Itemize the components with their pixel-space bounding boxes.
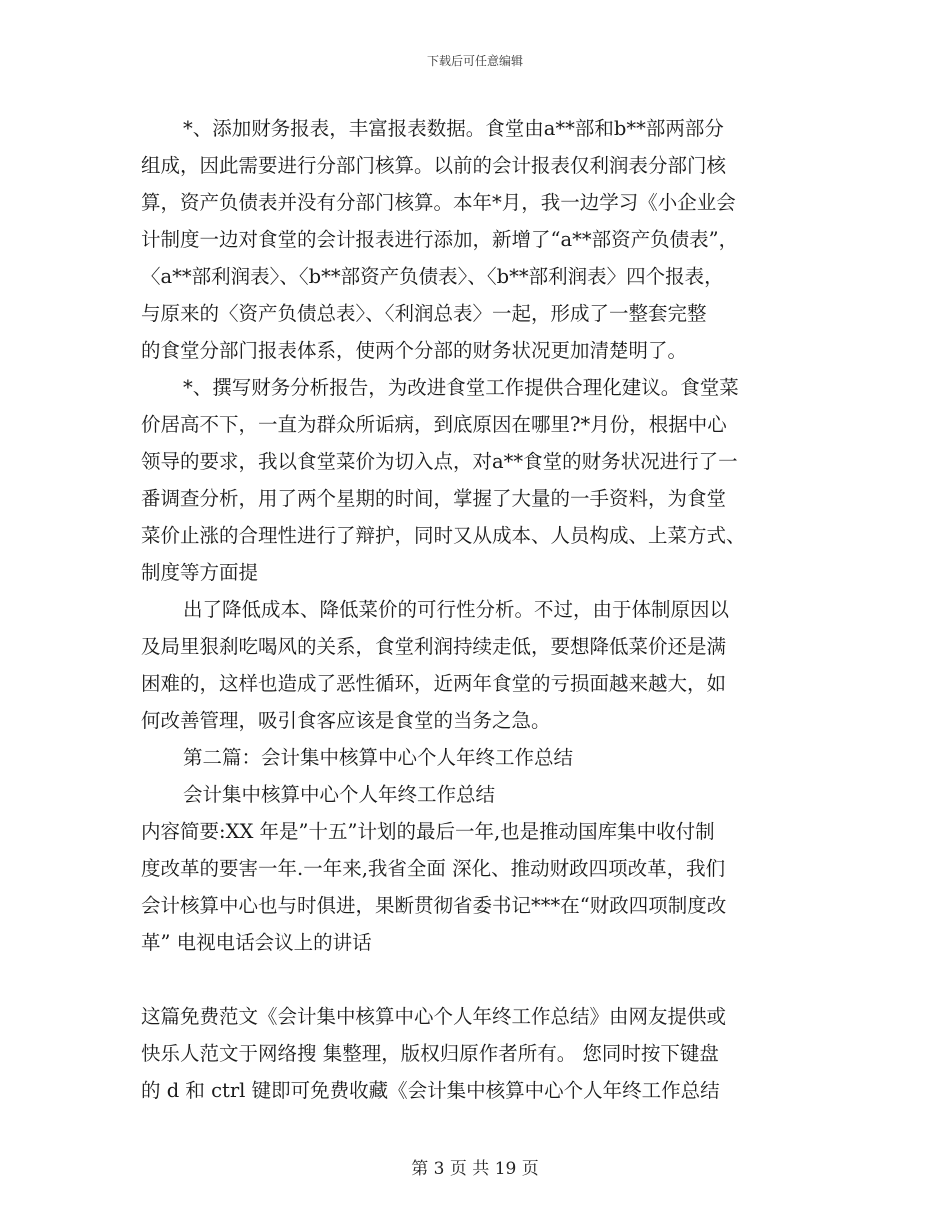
- text-line: 〈a**部利润表〉、〈b**部资产负债表〉、〈b**部利润表〉四个报表，: [141, 265, 724, 288]
- summary-line: 革” 电视电话会议上的讲话: [141, 931, 372, 954]
- text-line: 价居高不下，一直为群众所诟病，到底原因在哪里?*月份，根据中心: [141, 413, 727, 436]
- document-body: [141, 110, 813, 1109]
- text-line: 与原来的〈资产负债总表〉、〈利润总表〉一起，形成了一整套完整: [141, 302, 707, 325]
- text-line: *、添加财务报表，丰富报表数据。食堂由a**部和b**部两部分: [183, 117, 724, 140]
- summary-line: 会计核算中心也与时俱进，果断贯彻省委书记***在“财政四项制度改: [141, 894, 727, 917]
- notice-line: 这篇免费范文《会计集中核算中心个人年终工作总结》由网友提供或: [141, 1005, 727, 1028]
- text-line: 菜价止涨的合理性进行了辩护，同时又从成本、人员构成、上菜方式、: [141, 524, 746, 547]
- page-header: 下载后可任意编辑: [426, 54, 523, 68]
- text-line: 困难的，这样也造成了恶性循环，近两年食堂的亏损面越来越大，如: [141, 672, 727, 695]
- text-line: *、撰写财务分析报告，为改进食堂工作提供合理化建议。食堂菜: [183, 376, 739, 399]
- text-line: 番调查分析，用了两个星期的时间，掌握了大量的一手资料，为食堂: [141, 487, 727, 510]
- text-line: 组成，因此需要进行分部门核算。以前的会计报表仅利润表分部门核: [141, 154, 727, 177]
- page-number: 第 3 页 共 19 页: [411, 1159, 539, 1179]
- blank-spacer: [141, 961, 813, 998]
- section-heading: 第二篇：会计集中核算中心个人年终工作总结: [183, 746, 574, 769]
- text-line: 计制度一边对食堂的会计报表进行添加，新增了“a**部资产负债表”，: [141, 228, 739, 251]
- text-line: 何改善管理，吸引食客应该是食堂的当务之急。: [141, 709, 551, 732]
- text-line: 算，资产负债表并没有分部门核算。本年*月，我一边学习《小企业会: [141, 191, 736, 214]
- summary-line: 度改革的要害一年.一年来,我省全面 深化、推动财政四项改革，我们: [141, 857, 726, 880]
- text-line: 制度等方面提: [141, 561, 259, 584]
- notice-line: 快乐人范文于网络搜 集整理，版权归原作者所有。 您同时按下键盘: [141, 1042, 719, 1065]
- text-line: 及局里狠刹吃喝风的关系，食堂利润持续走低，要想降低菜价还是满: [141, 635, 727, 658]
- notice-line: 的 d 和 ctrl 键即可免费收藏《会计集中核算中心个人年终工作总结: [141, 1079, 720, 1102]
- summary-line: 内容简要:XX 年是”十五”计划的最后一年,也是推动国库集中收付制: [141, 820, 715, 843]
- article-title: 会计集中核算中心个人年终工作总结: [183, 783, 496, 806]
- text-line: 领导的要求，我以食堂菜价为切入点，对a**食堂的财务状况进行了一: [141, 450, 738, 473]
- text-line: 出了降低成本、降低菜价的可行性分析。不过，由于体制原因以: [183, 598, 730, 621]
- text-line: 的食堂分部门报表体系，使两个分部的财务状况更加清楚明了。: [141, 339, 688, 362]
